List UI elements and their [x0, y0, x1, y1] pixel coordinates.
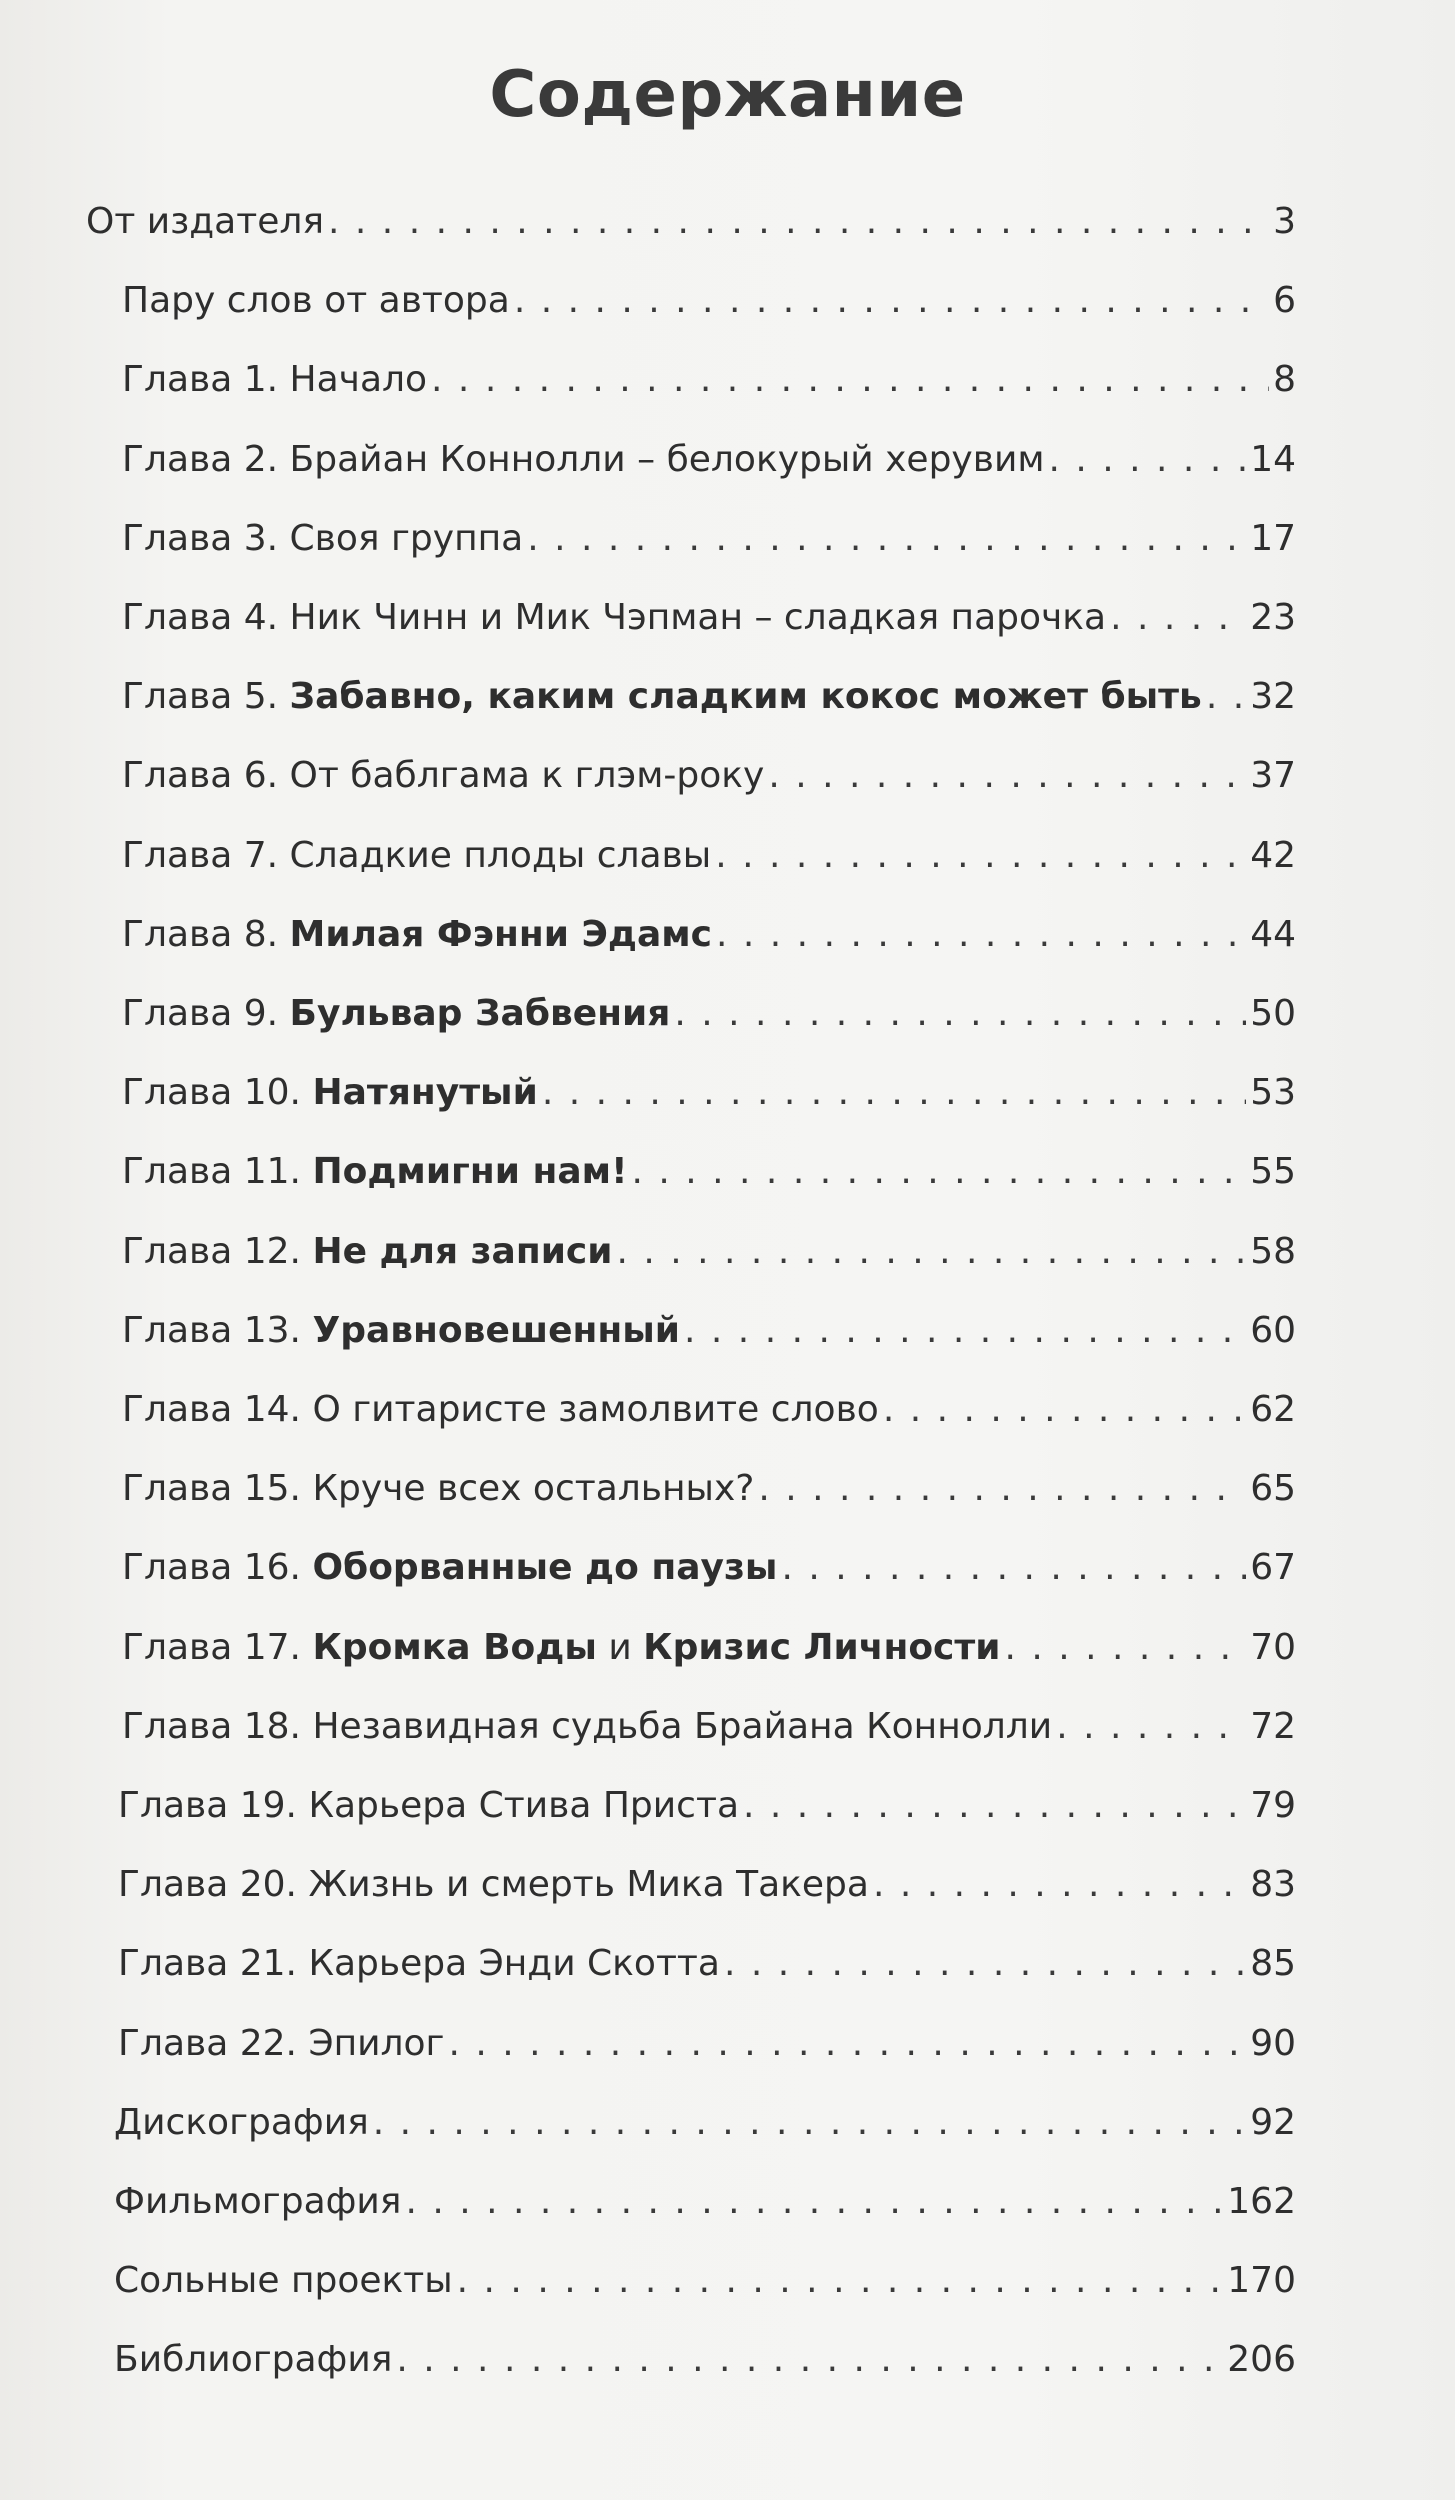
dot-leader — [873, 1855, 1246, 1915]
dot-leader — [715, 826, 1246, 886]
toc-entry — [122, 1697, 1296, 1757]
toc-entry-title — [122, 905, 712, 965]
dot-leader — [716, 905, 1246, 965]
toc-entry-title-bold: Подмигни нам! — [312, 1151, 628, 1193]
toc-entry-page-number: 37 — [1250, 755, 1296, 797]
toc-entry-title — [122, 667, 1202, 727]
page-title: Содержание — [489, 58, 966, 132]
toc-entry-title — [114, 2093, 369, 2153]
dot-leader — [883, 1380, 1246, 1440]
toc-entry-title — [114, 2251, 453, 2311]
toc-entry-title — [122, 1142, 628, 1202]
dot-leader — [632, 1142, 1247, 1202]
dot-leader — [448, 2014, 1246, 2074]
toc-entry-title — [118, 2014, 444, 2074]
toc-entry-title-text: Глава 2. Брайан Коннолли – белокурый херувим — [122, 438, 1045, 480]
toc-entry-title — [122, 1222, 613, 1282]
dot-leader — [405, 2172, 1223, 2232]
toc-entry-title — [122, 1380, 879, 1440]
toc-entry-page-number: 8 — [1273, 359, 1296, 401]
toc-entry-title-text: Глава 19. Карьера Стива Приста — [118, 1785, 739, 1826]
toc-entry — [122, 1222, 1296, 1282]
toc-entry-title-text: Глава 4. Ник Чинн и Мик Чэпман – сладкая парочка — [122, 597, 1107, 638]
dot-leader — [431, 350, 1269, 410]
dot-leader — [768, 746, 1246, 806]
dot-leader — [743, 1776, 1246, 1836]
toc-entry-page-number: 53 — [1250, 1072, 1296, 1114]
toc-entry-title — [122, 1697, 1052, 1757]
toc-entry-title — [122, 1063, 538, 1123]
toc-entry-title — [114, 2172, 401, 2232]
toc-entry-title — [122, 984, 670, 1044]
toc-entry — [118, 2014, 1296, 2074]
toc-entry — [122, 1301, 1296, 1361]
toc-entry-title-text: Глава 18. Незавидная судьба Брайана Коннолли — [122, 1705, 1053, 1747]
toc-entry — [122, 1459, 1296, 1519]
toc-entry-title-text: Глава 17. — [122, 1626, 313, 1668]
dot-leader — [542, 1063, 1246, 1123]
toc-entry-page-number: 170 — [1227, 2260, 1296, 2302]
toc-entry-page-number: 92 — [1250, 2101, 1296, 2143]
toc-entry-page-number: 90 — [1250, 2022, 1296, 2064]
toc-entry-title — [122, 271, 510, 331]
toc-entry-title-text: Глава 1. Начало — [122, 359, 428, 401]
toc-entry-page-number: 162 — [1227, 2181, 1296, 2222]
toc-entry-title-bold: Бульвар Забвения — [289, 993, 671, 1034]
toc-entry-title-text: Глава 10. — [122, 1072, 313, 1114]
toc-entry — [122, 746, 1296, 806]
toc-entry-title-bold: Забавно, каким сладким кокос может быть — [289, 676, 1202, 718]
dot-leader — [1056, 1697, 1246, 1757]
toc-entry-title — [122, 1301, 680, 1361]
toc-entry — [122, 588, 1296, 648]
toc-entry-title-text: Пару слов от автора — [122, 280, 510, 322]
toc-entry-title-text: Глава 12. — [122, 1230, 313, 1272]
toc-entry-title-text: Глава 7. Сладкие плоды славы — [122, 834, 712, 876]
toc-entry-title-bold: Милая Фэнни Эдамс — [289, 913, 713, 955]
toc-entry-title — [122, 350, 427, 410]
toc-entry-title — [122, 509, 523, 569]
toc-entry-page-number: 6 — [1273, 280, 1296, 322]
toc-entry-title-text: Глава 9. — [122, 993, 290, 1034]
toc-entry — [122, 350, 1296, 410]
toc-entry-page-number: 206 — [1227, 2339, 1296, 2381]
toc-entry — [114, 2330, 1296, 2390]
toc-entry-page-number: 70 — [1250, 1626, 1296, 1668]
toc-entry-page-number: 42 — [1250, 834, 1296, 876]
toc-entry-title-text: Глава 6. От баблгама к глэм-року — [122, 755, 765, 797]
toc-entry-title — [122, 1459, 754, 1519]
toc-entry-title — [114, 2330, 392, 2390]
toc-entry-title-text: Глава 5. — [122, 676, 290, 718]
toc-entry-title-text: Глава 16. — [122, 1547, 313, 1589]
toc-entry-page-number: 17 — [1250, 517, 1296, 559]
toc-entry-title-text: Фильмография — [114, 2181, 402, 2222]
toc-entry — [118, 1776, 1296, 1836]
toc-entry-page-number: 23 — [1250, 597, 1296, 638]
toc-entry — [122, 1618, 1296, 1678]
toc-entry-page-number: 62 — [1250, 1389, 1296, 1430]
dot-leader — [373, 2093, 1246, 2153]
dot-leader — [1049, 430, 1247, 490]
toc-entry-page-number: 79 — [1250, 1785, 1296, 1826]
toc-entry — [114, 2093, 1296, 2153]
toc-entry-title-text: и — [596, 1626, 644, 1668]
toc-entry-page-number: 50 — [1250, 993, 1296, 1034]
dot-leader — [1206, 667, 1246, 727]
dot-leader — [617, 1222, 1247, 1282]
toc-entry-page-number: 44 — [1250, 913, 1296, 955]
toc-entry — [122, 509, 1296, 569]
toc-entry-page-number: 65 — [1250, 1468, 1296, 1510]
toc-entry-title-text: Сольные проекты — [114, 2260, 453, 2302]
toc-entry-title-text: Глава 13. — [122, 1309, 313, 1351]
toc-entry-title-bold: Уравновешенный — [312, 1309, 681, 1351]
dot-leader — [1004, 1618, 1246, 1678]
toc-entry-page-number: 14 — [1250, 438, 1296, 480]
toc-entry-title — [122, 588, 1106, 648]
toc-entry — [122, 826, 1296, 886]
toc-entry — [122, 1063, 1296, 1123]
toc-entry-title — [122, 1538, 777, 1598]
toc-entry-page-number: 67 — [1250, 1547, 1296, 1589]
toc-entry — [122, 984, 1296, 1044]
toc-entry — [122, 430, 1296, 490]
toc-entry-page-number: 85 — [1250, 1943, 1296, 1985]
toc-entry-title — [122, 430, 1045, 490]
toc-entry-title — [118, 1934, 720, 1994]
toc-entry-page-number: 83 — [1250, 1864, 1296, 1906]
toc-entry-page-number: 72 — [1250, 1705, 1296, 1747]
toc-entry-title-bold: Не для записи — [312, 1230, 613, 1272]
dot-leader — [396, 2330, 1223, 2390]
dot-leader — [457, 2251, 1224, 2311]
toc-entry-title-bold: Кромка Воды — [312, 1626, 597, 1668]
toc-entry-title-text: Глава 22. Эпилог — [118, 2022, 445, 2064]
toc-entry — [122, 667, 1296, 727]
toc-entry-page-number: 60 — [1250, 1309, 1296, 1351]
toc-entry-title-text: От издателя — [86, 201, 325, 242]
toc-entry-title-bold: Кризис Личности — [643, 1626, 1001, 1668]
toc-entry — [118, 1855, 1296, 1915]
dot-leader — [781, 1538, 1246, 1598]
toc-entry — [122, 1538, 1296, 1598]
toc-entry-title — [86, 192, 324, 252]
toc-entry-title — [118, 1776, 739, 1836]
toc-entry-title-text: Глава 14. О гитаристе замолвите слово — [122, 1389, 879, 1430]
toc-entry — [122, 271, 1296, 331]
toc-entry — [114, 2172, 1296, 2232]
toc-entry — [122, 905, 1296, 965]
toc-entry-title-text: Библиография — [114, 2339, 393, 2381]
toc-entry — [118, 1934, 1296, 1994]
toc-entry — [122, 1142, 1296, 1202]
dot-leader — [724, 1934, 1246, 1994]
dot-leader — [758, 1459, 1246, 1519]
toc-entry — [122, 1380, 1296, 1440]
dot-leader — [674, 984, 1246, 1044]
toc-entry-title — [122, 746, 764, 806]
toc-entry-title — [122, 1618, 1000, 1678]
toc-entry-title-text: Дискография — [114, 2101, 369, 2143]
toc-entry-page-number: 3 — [1273, 201, 1296, 242]
toc-entry-page-number: 32 — [1250, 676, 1296, 718]
toc-entry-title-text: Глава 3. Своя группа — [122, 517, 524, 559]
toc-entry — [86, 192, 1296, 252]
toc-entry — [114, 2251, 1296, 2311]
toc-entry-title-bold: Оборванные до паузы — [312, 1547, 778, 1589]
toc-entry-page-number: 55 — [1250, 1151, 1296, 1193]
toc-entry-title-text: Глава 21. Карьера Энди Скотта — [118, 1943, 720, 1985]
toc-entry-title-text: Глава 8. — [122, 913, 290, 955]
dot-leader — [684, 1301, 1246, 1361]
toc-entry-title — [118, 1855, 869, 1915]
toc-entry-title — [122, 826, 711, 886]
toc-entry-page-number: 58 — [1250, 1230, 1296, 1272]
dot-leader — [1110, 588, 1246, 648]
dot-leader — [514, 271, 1269, 331]
dot-leader — [527, 509, 1246, 569]
toc-entry-title-text: Глава 15. Круче всех остальных? — [122, 1468, 755, 1510]
dot-leader — [328, 192, 1269, 252]
toc-entry-title-text: Глава 11. — [122, 1151, 313, 1193]
toc-entry-title-bold: Натянутый — [312, 1072, 538, 1114]
toc-entry-title-text: Глава 20. Жизнь и смерть Мика Такера — [118, 1864, 869, 1906]
